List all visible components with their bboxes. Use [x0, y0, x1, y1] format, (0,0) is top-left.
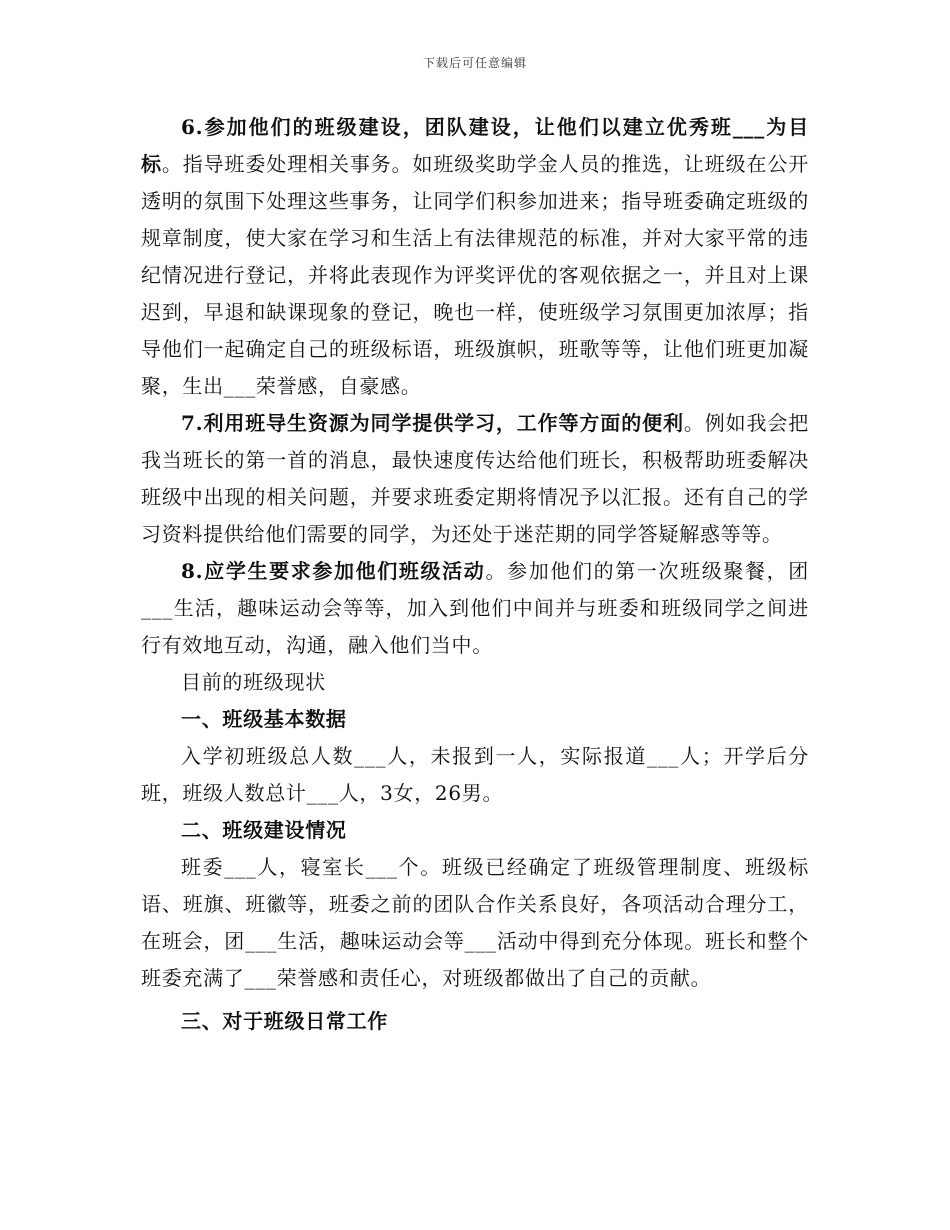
paragraph-7-text: 。例如我会把我当班长的第一首的消息，最快速度传达给他们班长，积极帮助班委解决班级中出现的相关问题，并要求班委定期将情况予以汇报。还有自己的学习资料提供给他们需要的同学，为还处于迷茫期的同学答疑解惑等等。 — [141, 411, 809, 546]
status-title: 目前的班级现状 — [181, 670, 326, 694]
section-2-heading: 二、班级建设情况 — [181, 818, 347, 842]
paragraph-7 — [141, 405, 809, 553]
section-1-heading: 一、班级基本数据 — [181, 707, 347, 731]
paragraph-8-lead: 8.应学生要求参加他们班级活动 — [181, 559, 486, 583]
paragraph-8-text: 。参加他们的第一次班级聚餐，团___生活，趣味运动会等等，加入到他们中间并与班委和班级同学之间进行有效地互动，沟通，融入他们当中。 — [141, 559, 809, 657]
page-header: 下载后可任意编辑 — [422, 56, 527, 70]
section-1-text: 入学初班级总人数___人，未报到一人，实际报道___人；开学后分班，班级人数总计___人，3女，26男。 — [141, 744, 809, 805]
document-body — [141, 109, 809, 1040]
paragraph-7-lead: 7.利用班导生资源为同学提供学习，工作等方面的便利 — [181, 411, 684, 435]
section-3-heading: 三、对于班级日常工作 — [181, 1009, 388, 1033]
paragraph-6-text: 。指导班委处理相关事务。如班级奖助学金人员的推选，让班级在公开透明的氛围下处理这些事务，让同学们积参加进来；指导班委确定班级的规章制度，使大家在学习和生活上有法律规范的标准，并对大家平常的违纪情况进行登记，并将此表现作为评奖评优的客观依据之一，并且对上课迟到，早退和缺课现象的登记，晚也一样，使班级学习氛围更加浓厚；指导他们一起确定自己的班级标语，班级旗帜，班歌等等，让他们班更加凝聚，生出___荣誉感，自豪感。 — [141, 152, 810, 398]
paragraph-6-lead: 6.参加他们的班级建设，团队建设，让他们以建立优秀班___为目标 — [141, 115, 809, 176]
paragraph-8 — [141, 553, 809, 664]
paragraph-6 — [141, 109, 809, 405]
section-2-text: 班委___人，寝室长___个。班级已经确定了班级管理制度、班级标语、班旗、班徽等，班委之前的团队合作关系良好，各项活动合理分工，在班会，团___生活，趣味运动会等___活动中得到充分体现。班长和整个班委充满了___荣誉感和责任心，对班级都做出了自己的贡献。 — [141, 855, 809, 990]
